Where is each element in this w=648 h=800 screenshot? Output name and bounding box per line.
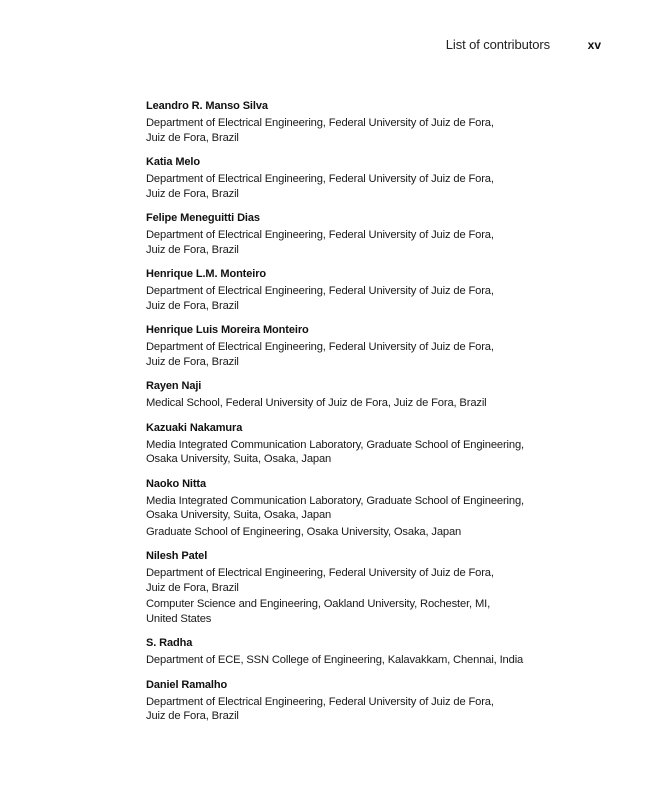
affiliation-line: Juiz de Fora, Brazil [146,131,239,144]
contributor-affiliation [146,438,566,467]
contributor-affiliation [146,494,566,523]
contributor-entry [146,421,566,467]
contributor-affiliation [146,597,566,626]
contributor-list [146,99,566,734]
contributor-affiliation [146,172,566,201]
affiliation-line: Department of Electrical Engineering, Federal University of Juiz de Fora, [146,341,494,353]
contributor-entry [146,678,566,724]
affiliation-line: Juiz de Fora, Brazil [146,243,239,256]
contributor-entry [146,549,566,626]
contributor-name: Rayen Naji [146,380,202,392]
affiliation-line: Juiz de Fora, Brazil [146,710,239,722]
affiliation-line: Department of Electrical Engineering, Federal University of Juiz de Fora, [146,567,494,579]
contributor-entry [146,99,566,145]
affiliation-line: Juiz de Fora, Brazil [146,581,239,594]
contributor-name: S. Radha [146,637,193,649]
affiliation-line: Department of Electrical Engineering, Federal University of Juiz de Fora, [146,695,494,708]
contributor-name: Leandro R. Manso Silva [146,100,268,112]
contributor-affiliation [146,525,566,540]
contributor-entry [146,323,566,369]
contributor-affiliation [146,284,566,313]
contributor-entry [146,155,566,201]
affiliation-line: Media Integrated Communication Laboratory, Graduate School of Engineering, [146,494,524,507]
contributor-entry [146,477,566,540]
affiliation-line: Department of ECE, SSN College of Engineering, Kalavakkam, Chennai, India [146,654,524,666]
affiliation-line: Medical School, Federal University of Juiz de Fora, Juiz de Fora, Brazil [146,397,487,409]
contributor-name: Henrique Luis Moreira Monteiro [146,324,309,336]
contributor-name: Naoko Nitta [146,477,207,490]
contributor-entry [146,267,566,313]
affiliation-line: Juiz de Fora, Brazil [146,187,239,200]
affiliation-line: Osaka University, Suita, Osaka, Japan [146,509,332,521]
contributor-affiliation [146,340,566,369]
contributor-name: Katia Melo [146,156,201,168]
affiliation-line: Computer Science and Engineering, Oakland University, Rochester, MI, [146,598,491,610]
contributor-name: Nilesh Patel [146,550,208,562]
page-title: List of contributors [445,37,550,52]
contributor-name: Daniel Ramalho [146,678,228,691]
contributor-affiliation [146,396,566,411]
contributor-affiliation [146,695,566,724]
contributor-affiliation [146,228,566,257]
affiliation-line: Department of Electrical Engineering, Federal University of Juiz de Fora, [146,117,494,129]
contributor-name: Henrique L.M. Monteiro [146,268,267,280]
affiliation-line: Department of Electrical Engineering, Federal University of Juiz de Fora, [146,229,494,241]
contributor-entry [146,379,566,411]
affiliation-line: Juiz de Fora, Brazil [146,299,239,312]
contributor-affiliation [146,566,566,595]
affiliation-line: Department of Electrical Engineering, Federal University of Juiz de Fora, [146,285,494,297]
page-number: xv [587,38,601,52]
contributor-name: Kazuaki Nakamura [146,421,243,434]
affiliation-line: Graduate School of Engineering, Osaka University, Osaka, Japan [146,525,462,538]
contributor-affiliation [146,116,566,145]
contributor-affiliation [146,653,566,668]
affiliation-line: United States [146,612,212,625]
contributor-entry [146,211,566,257]
affiliation-line: Osaka University, Suita, Osaka, Japan [146,453,332,465]
affiliation-line: Media Integrated Communication Laboratory, Graduate School of Engineering, [146,438,524,451]
contributor-entry [146,636,566,668]
contributor-name: Felipe Meneguitti Dias [146,212,260,224]
affiliation-line: Juiz de Fora, Brazil [146,355,239,368]
running-header [0,37,648,55]
affiliation-line: Department of Electrical Engineering, Federal University of Juiz de Fora, [146,173,494,185]
